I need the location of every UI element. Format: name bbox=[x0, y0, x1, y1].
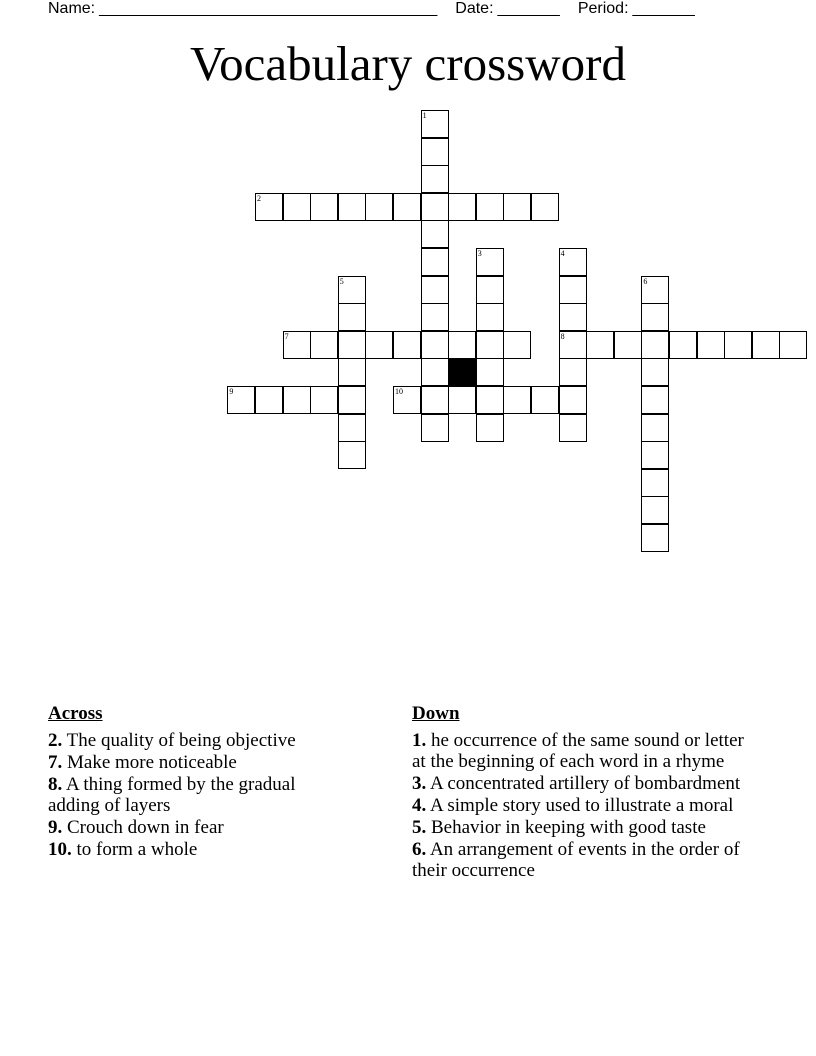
clue-text: he occurrence of the same sound or letter at the beginning of each word in a rhyme bbox=[412, 730, 744, 772]
crossword-cell[interactable] bbox=[641, 469, 669, 497]
crossword-cell[interactable] bbox=[338, 358, 366, 386]
crossword-cell[interactable] bbox=[476, 414, 504, 442]
crossword-cell[interactable] bbox=[559, 331, 587, 359]
crossword-cell[interactable] bbox=[476, 386, 504, 414]
clue-text: A concentrated artillery of bombardment bbox=[429, 773, 741, 794]
crossword-cell[interactable] bbox=[476, 331, 504, 359]
crossword-cell[interactable] bbox=[421, 248, 449, 276]
crossword-cell[interactable] bbox=[559, 248, 587, 276]
crossword-cell[interactable] bbox=[641, 303, 669, 331]
cell-number: 4 bbox=[560, 249, 565, 258]
crossword-cell[interactable] bbox=[641, 386, 669, 414]
crossword-cell[interactable] bbox=[310, 386, 338, 414]
crossword-cell[interactable] bbox=[697, 331, 725, 359]
clue-text: Behavior in keeping with good taste bbox=[431, 817, 706, 838]
crossword-cell[interactable] bbox=[669, 331, 697, 359]
down-clues bbox=[412, 703, 762, 882]
crossword-cell[interactable] bbox=[283, 193, 311, 221]
crossword-cell[interactable] bbox=[421, 165, 449, 193]
crossword-cell[interactable] bbox=[310, 193, 338, 221]
crossword-cell[interactable] bbox=[724, 331, 752, 359]
crossword-cell[interactable] bbox=[421, 276, 449, 304]
clue-across-2 bbox=[48, 730, 348, 751]
clue-text: Crouch down in fear bbox=[67, 817, 224, 838]
crossword-cell[interactable] bbox=[421, 414, 449, 442]
down-heading: Down bbox=[412, 703, 460, 724]
crossword-cell[interactable] bbox=[421, 193, 449, 221]
crossword-cell[interactable] bbox=[779, 331, 807, 359]
crossword-cell[interactable] bbox=[338, 303, 366, 331]
crossword-cell[interactable] bbox=[641, 441, 669, 469]
crossword-cell[interactable] bbox=[421, 110, 449, 138]
clue-text: A simple story used to illustrate a moral bbox=[429, 795, 734, 816]
cell-number: 3 bbox=[477, 249, 482, 258]
clue-down-5 bbox=[412, 817, 762, 838]
clue-across-8 bbox=[48, 774, 348, 816]
crossword-cell[interactable] bbox=[393, 193, 421, 221]
clue-number: 10. bbox=[48, 839, 72, 860]
clue-across-7 bbox=[48, 752, 348, 773]
crossword-cell[interactable] bbox=[641, 496, 669, 524]
crossword-cell[interactable] bbox=[421, 220, 449, 248]
crossword-cell[interactable] bbox=[641, 358, 669, 386]
crossword-cell[interactable] bbox=[531, 193, 559, 221]
crossword-cell[interactable] bbox=[559, 414, 587, 442]
crossword-cell[interactable] bbox=[476, 276, 504, 304]
crossword-cell[interactable] bbox=[227, 386, 255, 414]
date-label: Date: bbox=[455, 0, 494, 17]
cell-number: 7 bbox=[284, 331, 289, 341]
cell-number: 8 bbox=[560, 331, 565, 341]
crossword-cell[interactable] bbox=[503, 331, 531, 359]
crossword-cell[interactable] bbox=[338, 193, 366, 221]
cell-number: 1 bbox=[422, 111, 427, 120]
crossword-cell[interactable] bbox=[421, 358, 449, 386]
clue-number: 7. bbox=[48, 752, 63, 773]
crossword-cell[interactable] bbox=[365, 331, 393, 359]
crossword-cell[interactable] bbox=[448, 331, 476, 359]
clue-text: A thing formed by the gradual adding of layers bbox=[48, 774, 296, 816]
clue-number: 5. bbox=[412, 817, 427, 838]
crossword-cell[interactable] bbox=[641, 276, 669, 304]
crossword-cell[interactable] bbox=[559, 358, 587, 386]
crossword-cell[interactable] bbox=[752, 331, 780, 359]
crossword-cell[interactable] bbox=[476, 248, 504, 276]
crossword-cell[interactable] bbox=[338, 331, 366, 359]
period-label: Period: bbox=[577, 0, 629, 17]
crossword-cell[interactable] bbox=[559, 386, 587, 414]
crossword-cell[interactable] bbox=[283, 386, 311, 414]
clue-down-6 bbox=[412, 839, 762, 881]
crossword-cell[interactable] bbox=[255, 386, 283, 414]
crossword-cell[interactable] bbox=[283, 331, 311, 359]
clue-down-4 bbox=[412, 795, 762, 816]
clue-text: The quality of being objective bbox=[66, 730, 296, 751]
crossword-cell[interactable] bbox=[365, 193, 393, 221]
crossword-cell[interactable] bbox=[531, 386, 559, 414]
crossword-cell[interactable] bbox=[421, 386, 449, 414]
crossword-cell[interactable] bbox=[476, 358, 504, 386]
crossword-cell[interactable] bbox=[503, 193, 531, 221]
crossword-cell[interactable] bbox=[338, 414, 366, 442]
clue-down-3 bbox=[412, 773, 762, 794]
name-label: Name: bbox=[48, 0, 96, 17]
crossword-cell[interactable] bbox=[338, 276, 366, 304]
cell-number: 10 bbox=[395, 387, 403, 396]
crossword-cell[interactable] bbox=[559, 303, 587, 331]
crossword-cell[interactable] bbox=[641, 524, 669, 552]
crossword-cell[interactable] bbox=[448, 386, 476, 414]
date-blank[interactable]: _______ bbox=[497, 0, 560, 17]
crossword-cell[interactable] bbox=[503, 386, 531, 414]
clue-across-9 bbox=[48, 817, 348, 838]
clue-number: 1. bbox=[412, 730, 427, 751]
clue-text: Make more noticeable bbox=[67, 752, 237, 773]
clue-number: 3. bbox=[412, 773, 427, 794]
clue-number: 9. bbox=[48, 817, 63, 838]
crossword-cell[interactable] bbox=[310, 331, 338, 359]
crossword-cell[interactable] bbox=[641, 331, 669, 359]
crossword-cell[interactable] bbox=[614, 331, 642, 359]
crossword-cell[interactable] bbox=[559, 276, 587, 304]
clue-text: to form a whole bbox=[76, 839, 198, 860]
crossword-cell[interactable] bbox=[476, 193, 504, 221]
crossword-cell[interactable] bbox=[393, 386, 421, 414]
clue-text: An arrangement of events in the order of their occurrence bbox=[412, 839, 740, 881]
crossword-cell[interactable] bbox=[338, 386, 366, 414]
crossword-cell[interactable] bbox=[421, 138, 449, 166]
blocked-cell bbox=[448, 358, 476, 386]
clue-down-1 bbox=[412, 730, 762, 772]
period-blank[interactable]: _______ bbox=[632, 0, 695, 17]
clue-number: 2. bbox=[48, 730, 63, 751]
clue-across-10 bbox=[48, 839, 348, 860]
crossword-cell[interactable] bbox=[338, 441, 366, 469]
clue-number: 6. bbox=[412, 839, 427, 860]
crossword-cell[interactable] bbox=[476, 303, 504, 331]
crossword-cell[interactable] bbox=[586, 331, 614, 359]
crossword-cell[interactable] bbox=[421, 303, 449, 331]
crossword-cell[interactable] bbox=[641, 414, 669, 442]
page-title: Vocabulary crossword bbox=[190, 36, 626, 91]
cell-number: 2 bbox=[257, 193, 261, 203]
clue-number: 8. bbox=[48, 774, 63, 795]
crossword-cell[interactable] bbox=[448, 193, 476, 221]
name-blank[interactable]: ______________________________________ bbox=[99, 0, 438, 17]
across-heading: Across bbox=[48, 703, 103, 724]
across-clues bbox=[48, 703, 348, 861]
crossword-cell[interactable] bbox=[421, 331, 449, 359]
crossword-cell[interactable] bbox=[255, 193, 283, 221]
clue-number: 4. bbox=[412, 795, 427, 816]
cell-number: 9 bbox=[229, 387, 234, 396]
crossword-cell[interactable] bbox=[393, 331, 421, 359]
cell-number: 5 bbox=[339, 276, 344, 286]
cell-number: 6 bbox=[643, 276, 648, 286]
